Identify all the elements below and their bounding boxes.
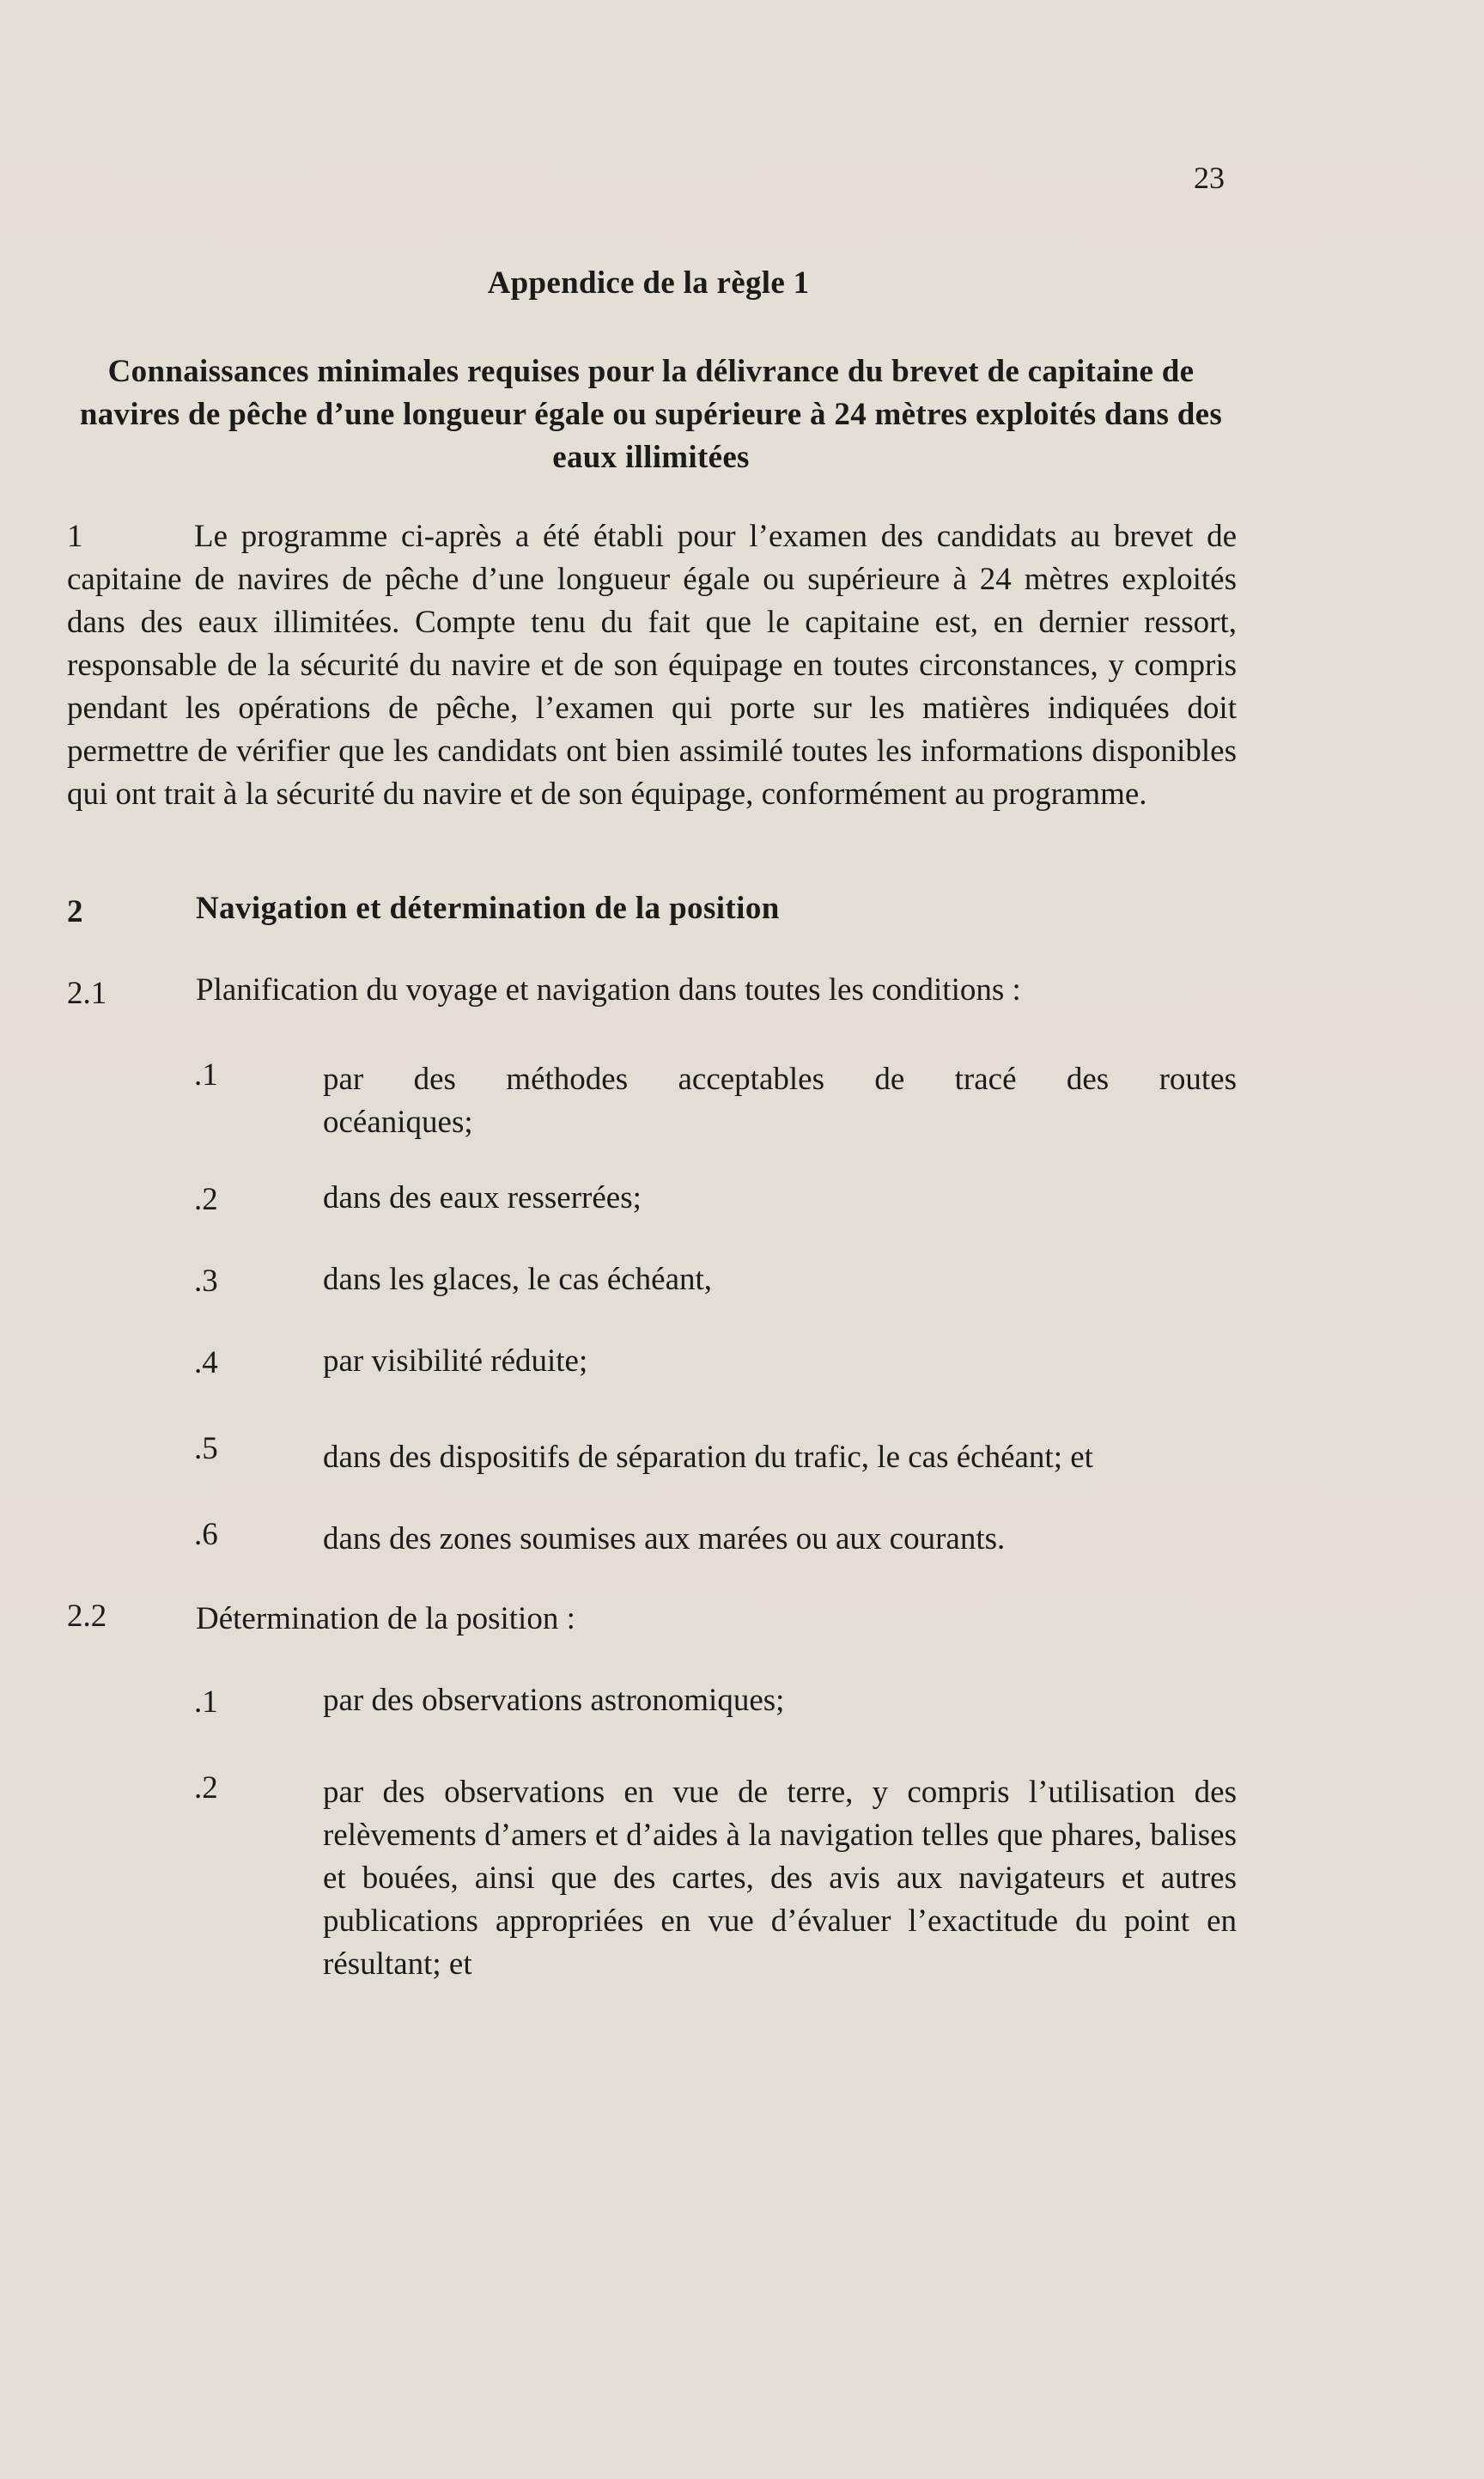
section-2-title: Navigation et détermination de la position [196,891,780,926]
item-2-1-2-number: .2 [194,1182,218,1217]
item-2-1-5-number: .5 [194,1431,218,1466]
item-2-1-1-number: .1 [194,1057,218,1093]
intro-paragraph [67,515,1237,816]
item-2-1-1-text [323,1058,1237,1144]
item-2-1-1-line1: par des méthodes acceptables de tracé des routes [323,1062,1237,1097]
item-2-2-1-number: .1 [194,1684,218,1720]
intro-paragraph-text: Le programme ci-après a été établi pour l’examen des candidats au brevet de capitaine de navires de pêche d’une longueur égale ou supérieure à 24 mètres exploités dans des eaux illimitées. Compte tenu du fait que le capitaine est, en dernier ressort, responsable de la sécurité du navire et de son équipage en toutes circonstances, y compris pendant les opérations de pêche, l’examen qui porte sur les matières indiquées doit permettre de vérifier que les candidats ont bien assimilé toutes les informations disponibles qui ont trait à la sécurité du navire et de son équipage, conformément au programme. [67,519,1237,812]
section-2-2-title: Détermination de la position : [196,1601,575,1636]
section-2-number: 2 [67,894,83,929]
intro-paragraph-number: 1 [67,519,83,554]
item-2-1-4-text: par visibilité réduite; [323,1343,588,1379]
item-2-2-2-number: .2 [194,1770,218,1806]
page-number: 23 [1194,161,1225,195]
item-2-1-3-number: .3 [194,1264,218,1299]
item-2-1-6-number: .6 [194,1517,218,1552]
item-2-1-1-line2: océaniques; [323,1105,473,1140]
section-2-2-number: 2.2 [67,1599,107,1634]
item-2-1-4-number: .4 [194,1345,218,1380]
item-2-1-5-text: dans des dispositifs de séparation du trafic, le cas échéant; et [323,1440,1093,1475]
item-2-1-2-text: dans des eaux resserrées; [323,1180,642,1215]
appendix-title: Appendice de la règle 1 [487,265,810,301]
section-2-1-number: 2.1 [67,976,107,1011]
document-subtitle: Connaissances minimales requises pour la délivrance du brevet de capitaine de navires de pêche d’une longueur égale ou supérieure à 24 mètres exploités dans des eaux illimitées [79,354,1223,475]
section-2-1-title: Planification du voyage et navigation dans toutes les conditions : [196,972,1021,1008]
item-2-2-2-text: par des observations en vue de terre, y compris l’utilisation des relèvements d’amers et d’aides à la navigation telles que phares, balises et bouées, ainsi que des cartes, des avis aux navigateurs et autres publications appropriées en vue d’évaluer l’exactitude du point en résultant; et [323,1775,1237,1982]
item-2-1-6-text: dans des zones soumises aux marées ou aux courants. [323,1521,1006,1556]
item-2-2-1-text: par des observations astronomiques; [323,1683,785,1718]
item-2-1-3-text: dans les glaces, le cas échéant, [323,1262,713,1297]
